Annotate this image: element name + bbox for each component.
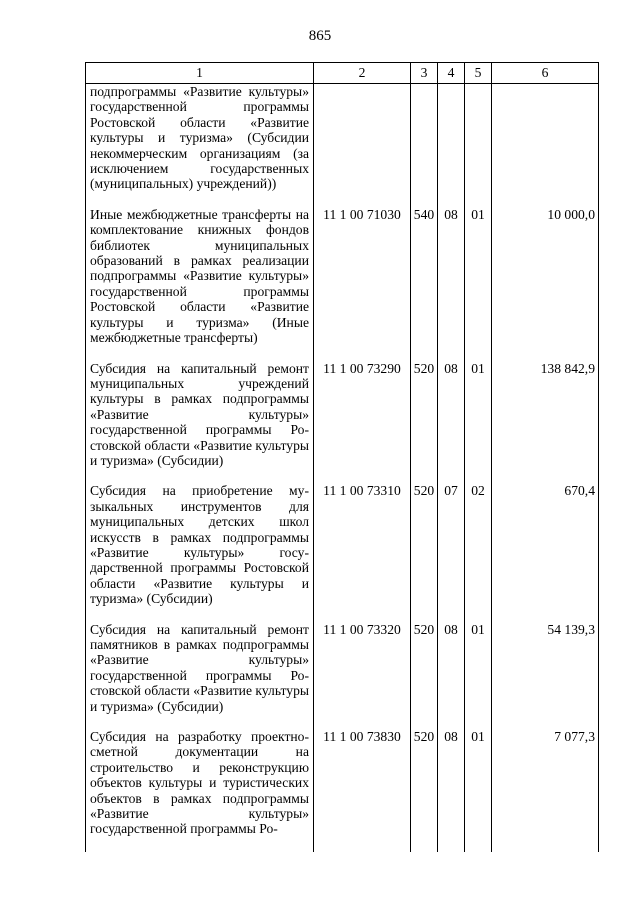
row-type: 520 bbox=[411, 729, 438, 852]
row-section: 08 bbox=[438, 361, 465, 484]
row-subsection: 02 bbox=[465, 483, 492, 621]
column-header-section: 4 bbox=[438, 63, 465, 84]
row-description: Субсидия на капитальный ремонт памятников в рамках подпрограммы «Развитие культуры» государственной программы Ростовской области «Развитие культуры и туризма» (Субсидии) bbox=[86, 622, 314, 729]
row-code: 11 1 00 73830 bbox=[314, 729, 411, 852]
row-description: Субсидия на разработку проектно-сметной документации на строительство и реконструкцию объектов культуры и туристических объектов в рамках подпрограммы «Развитие культуры» государственной программы Ро- bbox=[86, 729, 314, 852]
row-amount: 10 000,0 bbox=[492, 207, 599, 361]
table-header bbox=[86, 63, 599, 84]
table-body bbox=[86, 84, 599, 852]
row-amount: 54 139,3 bbox=[492, 622, 599, 729]
budget-table bbox=[85, 62, 599, 852]
row-section: 08 bbox=[438, 207, 465, 361]
table-row bbox=[86, 207, 599, 361]
row-amount: 670,4 bbox=[492, 483, 599, 621]
row-subsection: 01 bbox=[465, 729, 492, 852]
row-description: Субсидия на капитальный ремонт муниципальных учреждений культуры в рамках подпрограммы «Развитие культуры» государственной программы Ростовской области «Развитие культуры и туризма» (Субсидии) bbox=[86, 361, 314, 484]
row-subsection: 01 bbox=[465, 207, 492, 361]
row-section: 07 bbox=[438, 483, 465, 621]
row-type: 540 bbox=[411, 207, 438, 361]
column-header-amount: 6 bbox=[492, 63, 599, 84]
row-amount: 7 077,3 bbox=[492, 729, 599, 852]
page-number: 865 bbox=[308, 28, 332, 44]
table-row bbox=[86, 84, 599, 207]
row-subsection: 01 bbox=[465, 622, 492, 729]
table-row bbox=[86, 622, 599, 729]
table-row bbox=[86, 483, 599, 621]
row-section: 08 bbox=[438, 622, 465, 729]
row-section bbox=[438, 84, 465, 207]
row-type: 520 bbox=[411, 483, 438, 621]
row-code: 11 1 00 71030 bbox=[314, 207, 411, 361]
row-type: 520 bbox=[411, 622, 438, 729]
table-row bbox=[86, 729, 599, 852]
row-code bbox=[314, 84, 411, 207]
row-type bbox=[411, 84, 438, 207]
row-code: 11 1 00 73320 bbox=[314, 622, 411, 729]
row-code: 11 1 00 73310 bbox=[314, 483, 411, 621]
column-header-description: 1 bbox=[86, 63, 314, 84]
row-description: подпрограммы «Развитие культуры» государственной программы Ростовской области «Развитие культуры и туризма» (Субсидии некоммерческим организациям (за исключением государственных (муниципальных) учреждений)) bbox=[86, 84, 314, 207]
row-section: 08 bbox=[438, 729, 465, 852]
row-subsection: 01 bbox=[465, 361, 492, 484]
row-amount: 138 842,9 bbox=[492, 361, 599, 484]
row-description: Иные межбюджетные трансферты на комплектование книжных фондов библиотек муниципальных образований в рамках реализации подпрограммы «Развитие культуры» государственной программы Ростовской области «Развитие культуры и туризма» (Иные межбюджетные трансферты) bbox=[86, 207, 314, 361]
row-subsection bbox=[465, 84, 492, 207]
row-amount bbox=[492, 84, 599, 207]
table-row bbox=[86, 361, 599, 484]
column-header-code: 2 bbox=[314, 63, 411, 84]
header-row bbox=[86, 63, 599, 84]
row-type: 520 bbox=[411, 361, 438, 484]
column-header-subsection: 5 bbox=[465, 63, 492, 84]
column-header-type: 3 bbox=[411, 63, 438, 84]
row-code: 11 1 00 73290 bbox=[314, 361, 411, 484]
row-description: Субсидия на приобретение музыкальных инструментов для муниципальных детских школ искусств в рамках подпрограммы «Развитие культуры» государственной программы Ростовской области «Развитие культуры и туризма» (Субсидии) bbox=[86, 483, 314, 621]
